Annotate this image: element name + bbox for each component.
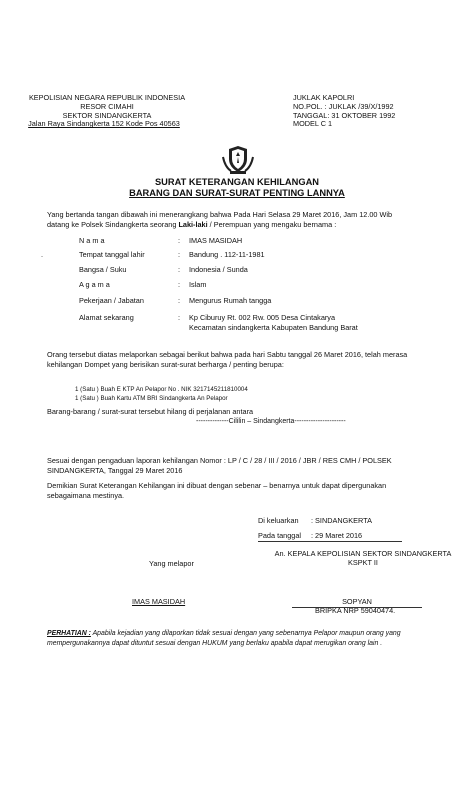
header-left-line1: KEPOLISIAN NEGARA REPUBLIK INDONESIA [28, 93, 186, 102]
note-line2: mempergunakannya dapat dituntut sesuai dengan HUKUM yang berlaku apabila dapat merugikan orang lain . [47, 640, 383, 647]
police-emblem-icon [221, 145, 255, 175]
report-line1: Orang tersebut diatas melaporkan sebagai berikut bahwa pada hari Sabtu tanggal 26 Maret 2016, telah merasa [47, 350, 408, 359]
identity-value: Bandung . 112-11-1981 [189, 250, 265, 259]
officer-rank: BRIPKA NRP 59040474. [315, 606, 396, 615]
identity-colon: : [178, 296, 181, 305]
header-right-line4: MODEL C 1 [293, 119, 333, 129]
header-left-line2: RESOR CIMAHI [80, 101, 134, 111]
officer-title-line1: An. KEPALA KEPOLISIAN SEKTOR SINDANGKERTA [274, 549, 452, 558]
identity-colon: : [178, 250, 181, 259]
identity-label: Alamat sekarang [79, 313, 134, 322]
reference-line1: Sesuai dengan pengaduan laporan kehilangan Nomor : LP / C / 28 / III / 2016 / JBR / RES CMH / POLSEK [47, 456, 392, 465]
identity-label: Pekerjaan / Jabatan [79, 296, 144, 305]
identity-colon: : [178, 280, 181, 289]
intro-line2-a: datang ke Polsek Sindangkerta seorang [47, 220, 179, 229]
header-right-line1: JUKLAK KAPOLRI [293, 93, 355, 102]
officer-name: SOPYAN [342, 597, 372, 606]
note-label: PERHATIAN : [47, 630, 91, 637]
intro-line1: Yang bertanda tangan dibawah ini menerangkang bahwa Pada Hari Selasa 29 Maret 2016, Jam 12.00 Wib [47, 210, 393, 219]
issued-date-label: Pada tanggal [258, 531, 302, 540]
title-line2: BARANG DAN SURAT-SURAT PENTING LANNYA [129, 187, 345, 198]
identity-value: Indonesia / Sunda [189, 265, 248, 274]
identity-label: Bangsa / Suku [79, 265, 127, 274]
closing-line2: sebagaimana mestinya. [47, 491, 125, 500]
identity-value: Mengurus Rumah tangga [189, 296, 272, 305]
identity-address-line2: Kecamatan sindangkerta Kabupaten Bandung Barat [189, 323, 358, 332]
intro-gender-bold: Laki-laki [178, 220, 208, 229]
list-item: 1 (Satu ) Buah E KTP An Pelapor No . NIK 3217145211810004 [75, 386, 248, 393]
identity-colon: : [178, 313, 181, 322]
issued-underline [258, 541, 402, 542]
closing-line1: Demikian Surat Keterangan Kehilangan ini dibuat dengan sebenar – benarnya untuk dapat dipergunakan [47, 481, 387, 490]
header-right [293, 94, 395, 129]
identity-label: A g a m a [79, 280, 110, 289]
reporter-label: Yang melapor [149, 559, 194, 568]
header-left-address: Jalan Raya Sindangkerta 152 Kode Pos 40563 [28, 119, 180, 129]
note-text-1: Apabila kejadian yang dilaporkan tidak sesuai dengan yang sebenarnya Pelapor maupun orang yang [90, 630, 401, 637]
identity-colon: : [178, 265, 181, 274]
header-left-line3: SEKTOR SINDANGKERTA [62, 110, 152, 120]
issued-place-value: : SINDANGKERTA [311, 516, 372, 525]
identity-colon: : [178, 236, 181, 245]
header-right-line2: NO.POL. : JUKLAK /39/X/1992 [293, 101, 394, 111]
identity-value: Kp Ciburuy Rt. 002 Rw. 005 Desa Cintakarya [189, 313, 336, 322]
title-line1: SURAT KETERANGAN KEHILANGAN [154, 177, 320, 187]
identity-value: Islam [189, 280, 207, 289]
header-left [22, 94, 192, 129]
header-right-line3: TANGGAL: 31 OKTOBER 1992 [293, 110, 396, 120]
reporter-name: IMAS MASIDAH [132, 597, 186, 606]
reference-line2: SINDANGKERTA, Tanggal 29 Maret 2016 [47, 466, 183, 475]
intro-line2 [47, 221, 336, 230]
identity-value: IMAS MASIDAH [189, 236, 243, 245]
officer-title-line2: KSPKT II [348, 557, 378, 567]
officer-title [258, 550, 468, 568]
intro-line2-b: / Perempuan yang mengaku bernama : [207, 220, 337, 229]
identity-label: Tempat tanggal lahir [79, 250, 145, 259]
issued-date-value: : 29 Maret 2016 [311, 531, 363, 540]
report-line2: kehilangan Dompet yang berisikan surat-surat berharga / penting berupa: [47, 360, 284, 369]
document-title [0, 177, 474, 198]
lost-location: --------------Cililin – Sindangkerta---------------------- [196, 418, 346, 425]
lost-text: Barang-barang / surat-surat tersebut hilang di perjalanan antara [47, 407, 254, 416]
note-line1 [47, 630, 401, 638]
issued-place-label: Di keluarkan [258, 516, 299, 525]
identity-label: N a m a [79, 236, 105, 245]
dot-marker: . [41, 250, 44, 259]
list-item: 1 (Satu ) Buah Kartu ATM BRI Sindangkerta An Pelapor [75, 395, 228, 402]
